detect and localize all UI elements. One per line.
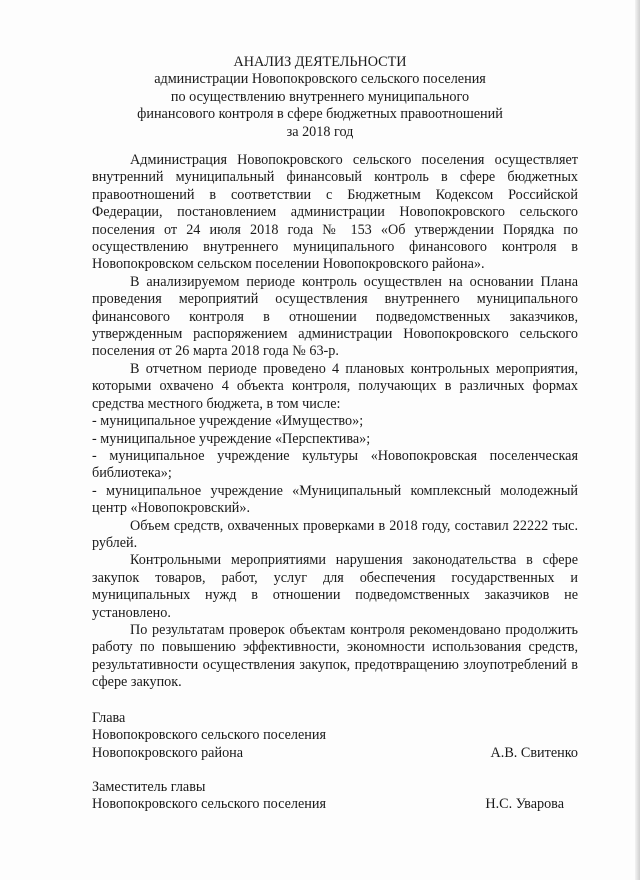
- paragraph-events: В отчетном периоде проведено 4 плановых контрольных мероприятия, которыми охвачено 4 объекта контроля, получающих в различных формах средства местного бюджета, в том числе:: [92, 360, 578, 412]
- document-header: [0, 54, 640, 141]
- paragraph-recommendations: По результатам проверок объектам контроля рекомендовано продолжить работу по повышению эффективности, экономности использования средств, результативности осуществления закупок, предотвращению злоупотреблений в сфере закупок.: [92, 621, 578, 691]
- paragraph-legal-basis: Администрация Новопокровского сельского поселения осуществляет внутренний муниципальный финансовый контроль в сфере бюджетных правоотношений в соответствии с Бюджетным Кодексом Российской Федерации, постановлением администрации Новопокровского сельского поселения от 24 июля 2018 года № 153 «Об утверждении Порядка по осуществлению внутреннего муниципального финансового контроля в Новопокровском сельском поселении Новопокровского района».: [92, 152, 578, 273]
- signature-org: Новопокровского сельского поселения: [92, 727, 326, 744]
- signature-name: А.В. Свитенко: [490, 744, 578, 761]
- signature-name: Н.С. Уварова: [485, 796, 564, 813]
- signature-row: [92, 745, 578, 762]
- header-title: АНАЛИЗ ДЕЯТЕЛЬНОСТИ: [233, 54, 407, 70]
- signature-block-head: [92, 710, 578, 762]
- header-line-2: администрации Новопокровского сельского поселения: [154, 71, 486, 88]
- header-line-3: по осуществлению внутреннего муниципального: [170, 88, 470, 105]
- list-item: - муниципальное учреждение «Имущество»;: [92, 413, 364, 430]
- signature-district: Новопокровского района: [92, 744, 244, 761]
- header-line-4: финансового контроля в сфере бюджетных правоотношений: [137, 106, 503, 123]
- paragraph-violations: Контрольными мероприятиями нарушения законодательства в сфере закупок товаров, работ, услуг для обеспечения государственных и муниципальных нужд в отношении подведомственных заказчиков не установлено.: [92, 552, 578, 621]
- list-item: - муниципальное учреждение «Муниципальный комплексный молодежный центр «Новопокровский».: [92, 482, 578, 517]
- list-item: - муниципальное учреждение культуры «Новопокровская поселенческая библиотека»;: [92, 447, 578, 482]
- header-line-5: за 2018 год: [286, 123, 354, 140]
- paragraph-funds: Объем средств, охваченных проверками в 2018 году, составил 22222 тыс. рублей.: [92, 517, 578, 551]
- document-body: [92, 152, 578, 692]
- signature-position: Заместитель главы: [92, 779, 206, 795]
- signature-org: Новопокровского сельского поселения: [92, 796, 326, 813]
- signature-position: Глава: [92, 710, 126, 726]
- paragraph-plan: В анализируемом периоде контроль осуществлен на основании Плана проведения мероприятий осуществления внутреннего муниципального финансового контроля в отношении подведомственных заказчиков, утвержденным распоряжением администрации Новопокровского сельского поселения от 26 марта 2018 года № 63-р.: [92, 273, 578, 360]
- signature-block-deputy: [92, 779, 578, 814]
- signature-row: [92, 796, 578, 813]
- list-item: - муниципальное учреждение «Перспектива»;: [92, 430, 371, 447]
